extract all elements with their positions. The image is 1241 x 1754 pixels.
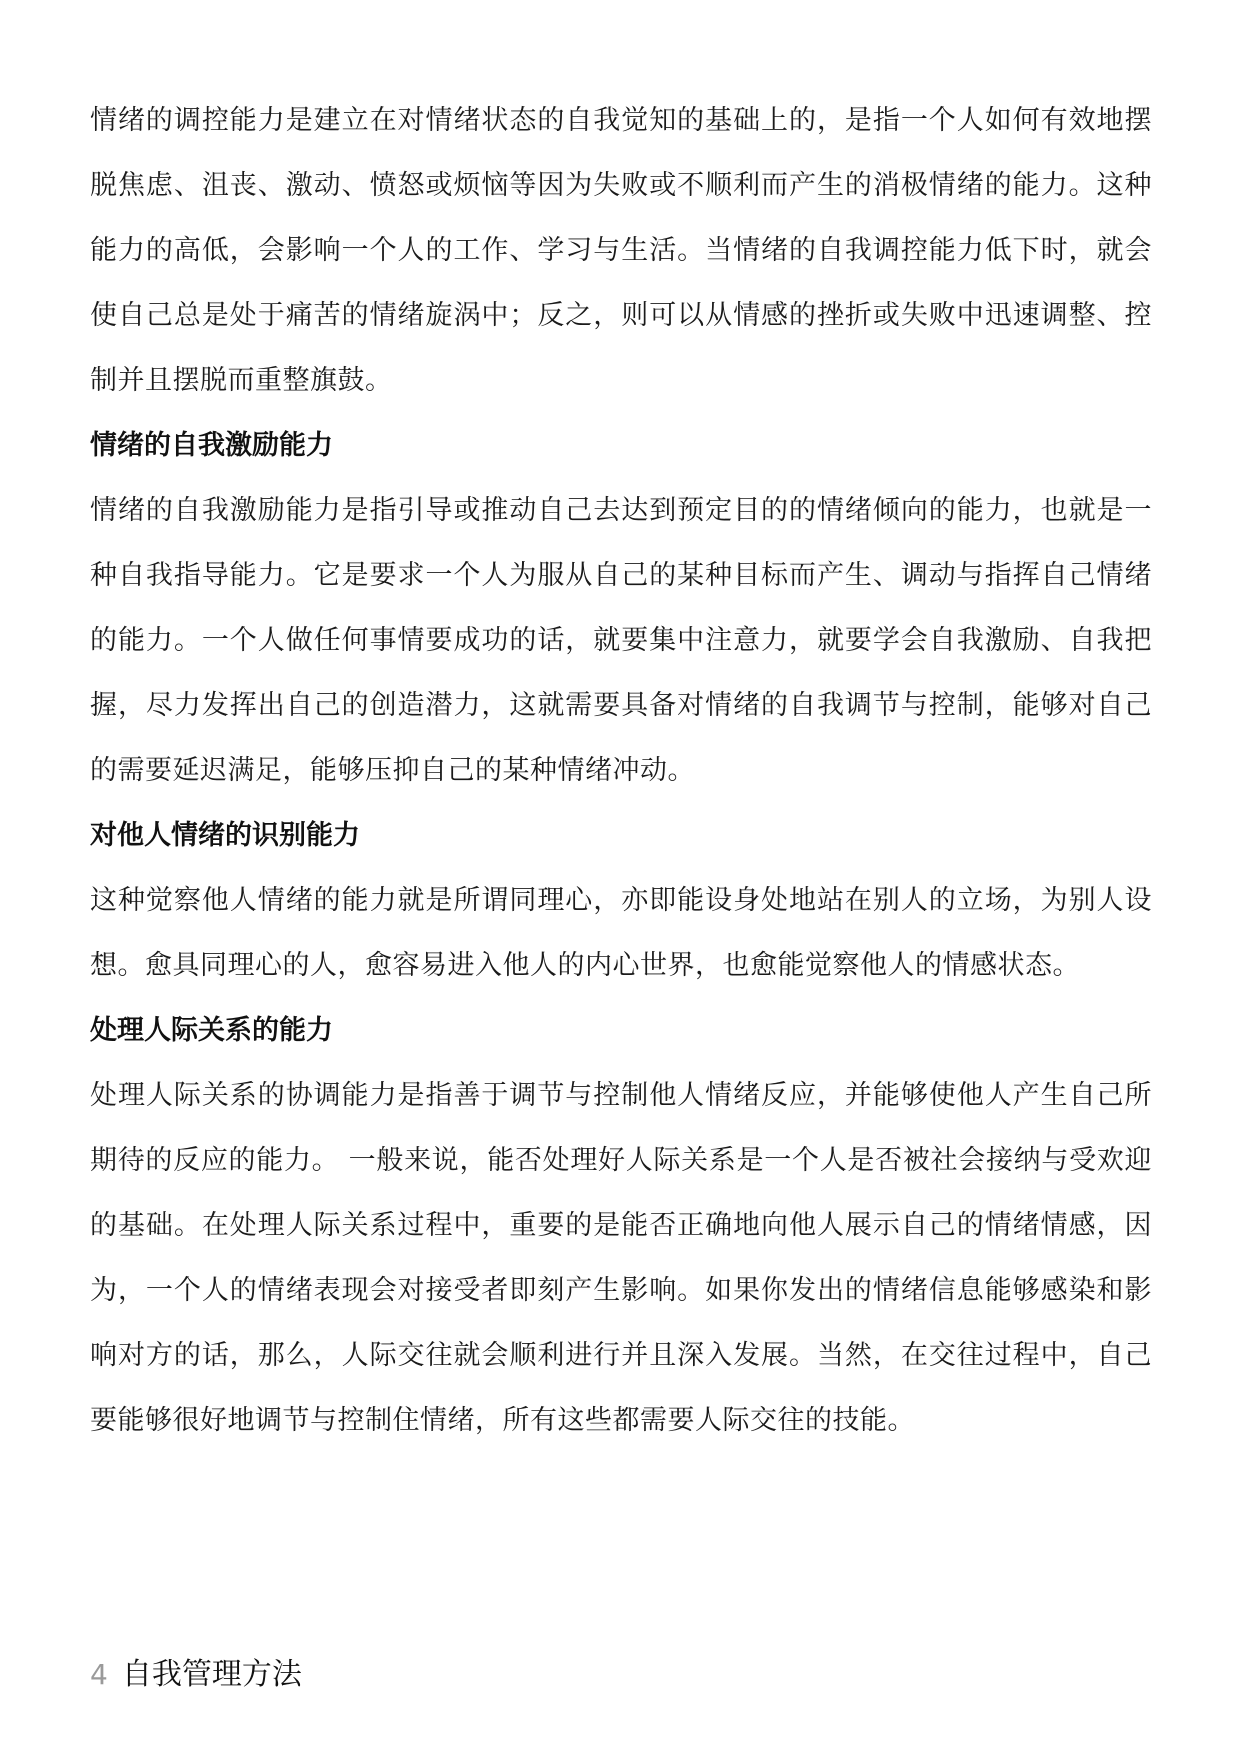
heading-empathy: 对他人情绪的识别能力 (90, 820, 360, 851)
page-number: 4 (90, 1658, 108, 1691)
paragraph-interpersonal: 处理人际关系的协调能力是指善于调节与控制他人情绪反应，并能够使他人产生自己所期待的反应的能力。 一般来说，能否处理好人际关系是一个人是否被社会接纳与受欢迎的基础。在处理人际关系过程中，重要的是能否正确地向他人展示自己的情绪情感，因为，一个人的情绪表现会对接受者即刻产生影响。如果你发出的情绪信息能够感染和影响对方的话，那么，人际交往就会顺利进行并且深入发展。当然，在交往过程中，自己要能够很好地调节与控制住情绪，所有这些都需要人际交往的技能。 (90, 1080, 1152, 1436)
paragraph-empathy: 这种觉察他人情绪的能力就是所谓同理心，亦即能设身处地站在别人的立场，为别人设想。愈具同理心的人，愈容易进入他人的内心世界，也愈能觉察他人的情感状态。 (90, 885, 1152, 981)
paragraph-emotion-regulation: 情绪的调控能力是建立在对情绪状态的自我觉知的基础上的，是指一个人如何有效地摆脱焦虑、沮丧、激动、愤怒或烦恼等因为失败或不顺利而产生的消极情绪的能力。这种能力的高低，会影响一个人的工作、学习与生活。当情绪的自我调控能力低下时，就会使自己总是处于痛苦的情绪旋涡中；反之，则可以从情感的挫折或失败中迅速调整、控制并且摆脱而重整旗鼓。 (90, 105, 1152, 396)
document-body (90, 88, 1152, 1453)
heading-interpersonal: 处理人际关系的能力 (90, 1015, 333, 1046)
paragraph-self-motivation: 情绪的自我激励能力是指引导或推动自己去达到预定目的的情绪倾向的能力，也就是一种自我指导能力。它是要求一个人为服从自己的某种目标而产生、调动与指挥自己情绪的能力。一个人做任何事情要成功的话，就要集中注意力，就要学会自我激励、自我把握，尽力发挥出自己的创造潜力，这就需要具备对情绪的自我调节与控制，能够对自己的需要延迟满足，能够压抑自己的某种情绪冲动。 (90, 495, 1152, 786)
heading-self-motivation: 情绪的自我激励能力 (90, 430, 333, 461)
page-footer (90, 1655, 302, 1695)
section-title: 自我管理方法 (121, 1657, 302, 1692)
